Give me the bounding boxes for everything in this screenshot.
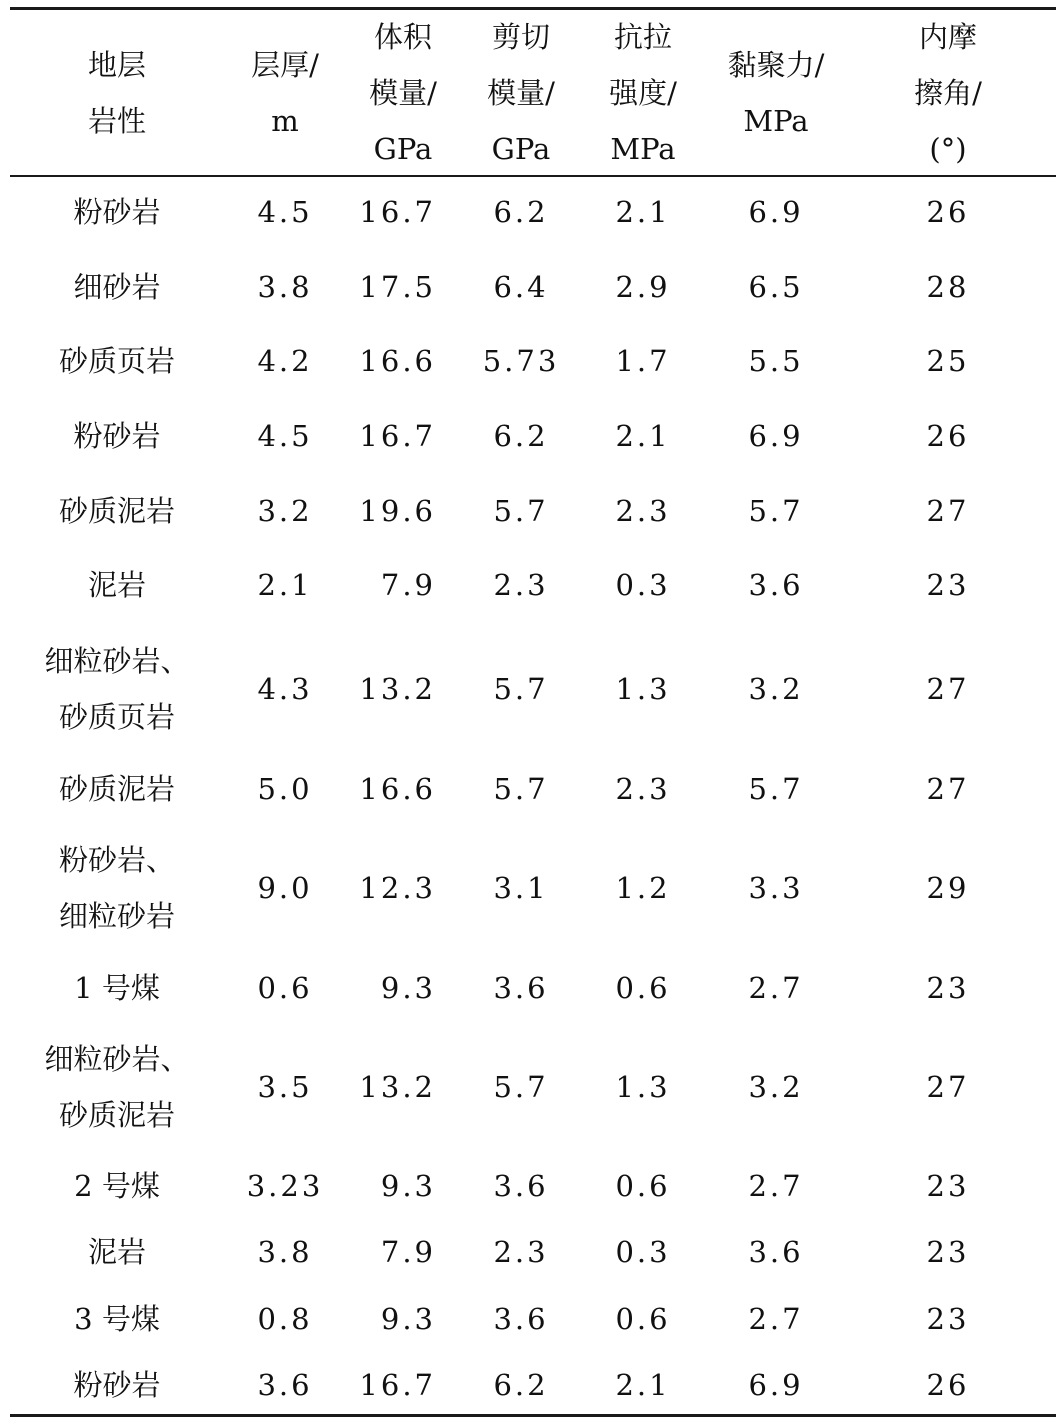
cell-line: 砂质页岩 — [58, 344, 176, 378]
cell-bulk-modulus: 9.3 — [380, 971, 436, 1005]
cell-shear-modulus: 6.4 — [493, 270, 549, 304]
cell-bulk-modulus: 9.3 — [380, 1302, 436, 1336]
cell-friction-angle: 26 — [926, 1368, 970, 1402]
cell-cohesion: 5.7 — [748, 494, 804, 528]
cell-line: 砂质泥岩 — [58, 1098, 176, 1132]
cell-cohesion: 3.2 — [748, 1070, 804, 1104]
cell-thickness: 9.0 — [257, 871, 313, 905]
cell-friction-angle: 23 — [926, 1302, 970, 1336]
cell-cohesion: 6.9 — [748, 1368, 804, 1402]
cell-cohesion: 3.3 — [748, 871, 804, 905]
cell-cohesion: 3.6 — [748, 1235, 804, 1269]
cell-tensile-strength: 0.3 — [615, 1235, 671, 1269]
cell-lithology — [59, 761, 175, 817]
cell-line: 3 号煤 — [74, 1302, 160, 1336]
cell-cohesion: 6.9 — [748, 195, 804, 229]
cell-shear-modulus: 3.6 — [493, 971, 549, 1005]
cell-bulk-modulus: 13.2 — [359, 672, 436, 706]
cell-thickness: 0.8 — [257, 1302, 313, 1336]
cell-friction-angle: 27 — [926, 772, 970, 806]
cell-line: 泥岩 — [87, 568, 147, 602]
cell-lithology — [74, 1158, 160, 1214]
cell-lithology — [59, 333, 175, 389]
header-thickness — [251, 37, 319, 149]
cell-thickness: 0.6 — [257, 971, 313, 1005]
cell-thickness: 4.5 — [257, 195, 313, 229]
cell-line: 黏聚力/ — [727, 48, 825, 82]
cell-line: 抗拉 — [613, 20, 672, 54]
header-tensile-strength — [609, 9, 677, 177]
cell-tensile-strength: 0.6 — [615, 1169, 671, 1203]
cell-lithology — [74, 960, 160, 1016]
cell-tensile-strength: 0.6 — [615, 971, 671, 1005]
cell-cohesion: 3.6 — [748, 568, 804, 602]
cell-shear-modulus: 6.2 — [493, 419, 549, 453]
cell-tensile-strength: 2.3 — [615, 772, 671, 806]
cell-tensile-strength: 2.9 — [615, 270, 671, 304]
cell-bulk-modulus: 13.2 — [359, 1070, 436, 1104]
cell-shear-modulus: 3.1 — [493, 871, 549, 905]
cell-thickness: 5.0 — [257, 772, 313, 806]
cell-tensile-strength: 2.3 — [615, 494, 671, 528]
cell-tensile-strength: 2.1 — [615, 1368, 671, 1402]
cell-line: 砂质泥岩 — [58, 494, 176, 528]
cell-shear-modulus: 5.7 — [493, 772, 549, 806]
cell-thickness: 4.5 — [257, 419, 313, 453]
cell-shear-modulus: 5.7 — [493, 494, 549, 528]
cell-cohesion: 2.7 — [748, 971, 804, 1005]
cell-cohesion: 2.7 — [748, 1302, 804, 1336]
cell-friction-angle: 23 — [926, 568, 970, 602]
cell-lithology — [74, 1291, 160, 1347]
cell-tensile-strength: 0.6 — [615, 1302, 671, 1336]
cell-cohesion: 5.5 — [748, 344, 804, 378]
cell-line: 地层 — [87, 48, 147, 82]
cell-cohesion: 6.9 — [748, 419, 804, 453]
cell-line: 细砂岩 — [73, 270, 161, 304]
header-cohesion — [728, 37, 825, 149]
cell-line: 粉砂岩 — [73, 419, 161, 453]
cell-thickness: 3.23 — [246, 1169, 324, 1203]
cell-bulk-modulus: 19.6 — [359, 494, 436, 528]
cell-lithology — [73, 1357, 160, 1413]
cell-cohesion: 6.5 — [748, 270, 804, 304]
cell-line: 细粒砂岩 — [58, 899, 176, 933]
cell-tensile-strength: 1.2 — [615, 871, 671, 905]
cell-bulk-modulus: 16.7 — [359, 1368, 436, 1402]
cell-cohesion: 5.7 — [748, 772, 804, 806]
cell-bulk-modulus: 9.3 — [380, 1169, 436, 1203]
cell-shear-modulus: 6.2 — [493, 195, 549, 229]
cell-tensile-strength: 0.3 — [615, 568, 671, 602]
cell-lithology — [44, 633, 189, 745]
header-bulk-modulus — [369, 9, 437, 177]
cell-line: 泥岩 — [87, 1235, 147, 1269]
cell-line: 内摩 — [918, 20, 977, 54]
cell-lithology — [73, 184, 160, 240]
cell-lithology — [88, 557, 146, 613]
cell-lithology — [59, 832, 175, 944]
cell-friction-angle: 28 — [926, 270, 970, 304]
cell-line: 剪切 — [491, 20, 550, 54]
cell-line: 2 号煤 — [74, 1169, 160, 1203]
cell-shear-modulus: 5.73 — [482, 344, 560, 378]
cell-thickness: 3.8 — [257, 270, 313, 304]
cell-bulk-modulus: 17.5 — [359, 270, 436, 304]
cell-lithology — [73, 259, 160, 315]
cell-line: 岩性 — [87, 104, 147, 138]
cell-shear-modulus: 6.2 — [493, 1368, 549, 1402]
cell-line: GPa — [491, 132, 551, 166]
cell-line: 砂质页岩 — [58, 700, 176, 734]
cell-cohesion: 3.2 — [748, 672, 804, 706]
cell-line: 模量/ — [487, 76, 555, 110]
cell-line: 粉砂岩、 — [58, 843, 176, 877]
cell-thickness: 2.1 — [257, 568, 313, 602]
cell-shear-modulus: 2.3 — [493, 1235, 549, 1269]
cell-line: 模量/ — [369, 76, 437, 110]
cell-friction-angle: 23 — [926, 1169, 970, 1203]
cell-line: 粉砂岩 — [73, 1368, 161, 1402]
cell-line: MPa — [610, 132, 676, 166]
cell-line: GPa — [373, 132, 433, 166]
cell-lithology — [88, 1224, 146, 1280]
header-friction-angle — [914, 9, 982, 177]
cell-line: MPa — [743, 104, 809, 138]
cell-line: 层厚/ — [251, 48, 319, 82]
cell-friction-angle: 23 — [926, 1235, 970, 1269]
cell-thickness: 3.6 — [257, 1368, 313, 1402]
cell-thickness: 3.8 — [257, 1235, 313, 1269]
cell-bulk-modulus: 7.9 — [380, 568, 436, 602]
cell-bulk-modulus: 16.7 — [359, 195, 436, 229]
cell-thickness: 3.5 — [257, 1070, 313, 1104]
cell-tensile-strength: 1.3 — [615, 672, 671, 706]
cell-line: 细粒砂岩、 — [44, 644, 190, 678]
cell-thickness: 4.2 — [257, 344, 313, 378]
cell-friction-angle: 27 — [926, 1070, 970, 1104]
header-shear-modulus — [487, 9, 555, 177]
cell-lithology — [73, 408, 160, 464]
cell-friction-angle: 26 — [926, 419, 970, 453]
cell-tensile-strength: 2.1 — [615, 419, 671, 453]
cell-shear-modulus: 5.7 — [493, 672, 549, 706]
cell-friction-angle: 25 — [926, 344, 970, 378]
cell-friction-angle: 29 — [926, 871, 970, 905]
cell-shear-modulus: 3.6 — [493, 1169, 549, 1203]
cell-thickness: 4.3 — [257, 672, 313, 706]
cell-lithology — [59, 483, 175, 539]
cell-shear-modulus: 2.3 — [493, 568, 549, 602]
cell-friction-angle: 23 — [926, 971, 970, 1005]
cell-line: 砂质泥岩 — [58, 772, 176, 806]
table-bottom-rule — [10, 1414, 1056, 1417]
cell-bulk-modulus: 16.6 — [359, 344, 436, 378]
cell-line: (°) — [929, 132, 967, 166]
cell-tensile-strength: 2.1 — [615, 195, 671, 229]
cell-line: 体积 — [373, 20, 432, 54]
cell-lithology — [44, 1031, 189, 1143]
cell-bulk-modulus: 16.7 — [359, 419, 436, 453]
header-stratum-lithology — [88, 37, 146, 149]
cell-line: 强度/ — [609, 76, 677, 110]
cell-line: 擦角/ — [914, 76, 982, 110]
cell-thickness: 3.2 — [257, 494, 313, 528]
cell-friction-angle: 27 — [926, 672, 970, 706]
cell-bulk-modulus: 12.3 — [359, 871, 436, 905]
cell-line: 1 号煤 — [74, 971, 160, 1005]
cell-tensile-strength: 1.7 — [615, 344, 671, 378]
cell-shear-modulus: 5.7 — [493, 1070, 549, 1104]
cell-cohesion: 2.7 — [748, 1169, 804, 1203]
cell-shear-modulus: 3.6 — [493, 1302, 549, 1336]
cell-bulk-modulus: 7.9 — [380, 1235, 436, 1269]
cell-friction-angle: 27 — [926, 494, 970, 528]
cell-line: 细粒砂岩、 — [44, 1042, 190, 1076]
cell-line: 粉砂岩 — [73, 195, 161, 229]
cell-tensile-strength: 1.3 — [615, 1070, 671, 1104]
cell-bulk-modulus: 16.6 — [359, 772, 436, 806]
cell-line: m — [271, 104, 299, 138]
cell-friction-angle: 26 — [926, 195, 970, 229]
